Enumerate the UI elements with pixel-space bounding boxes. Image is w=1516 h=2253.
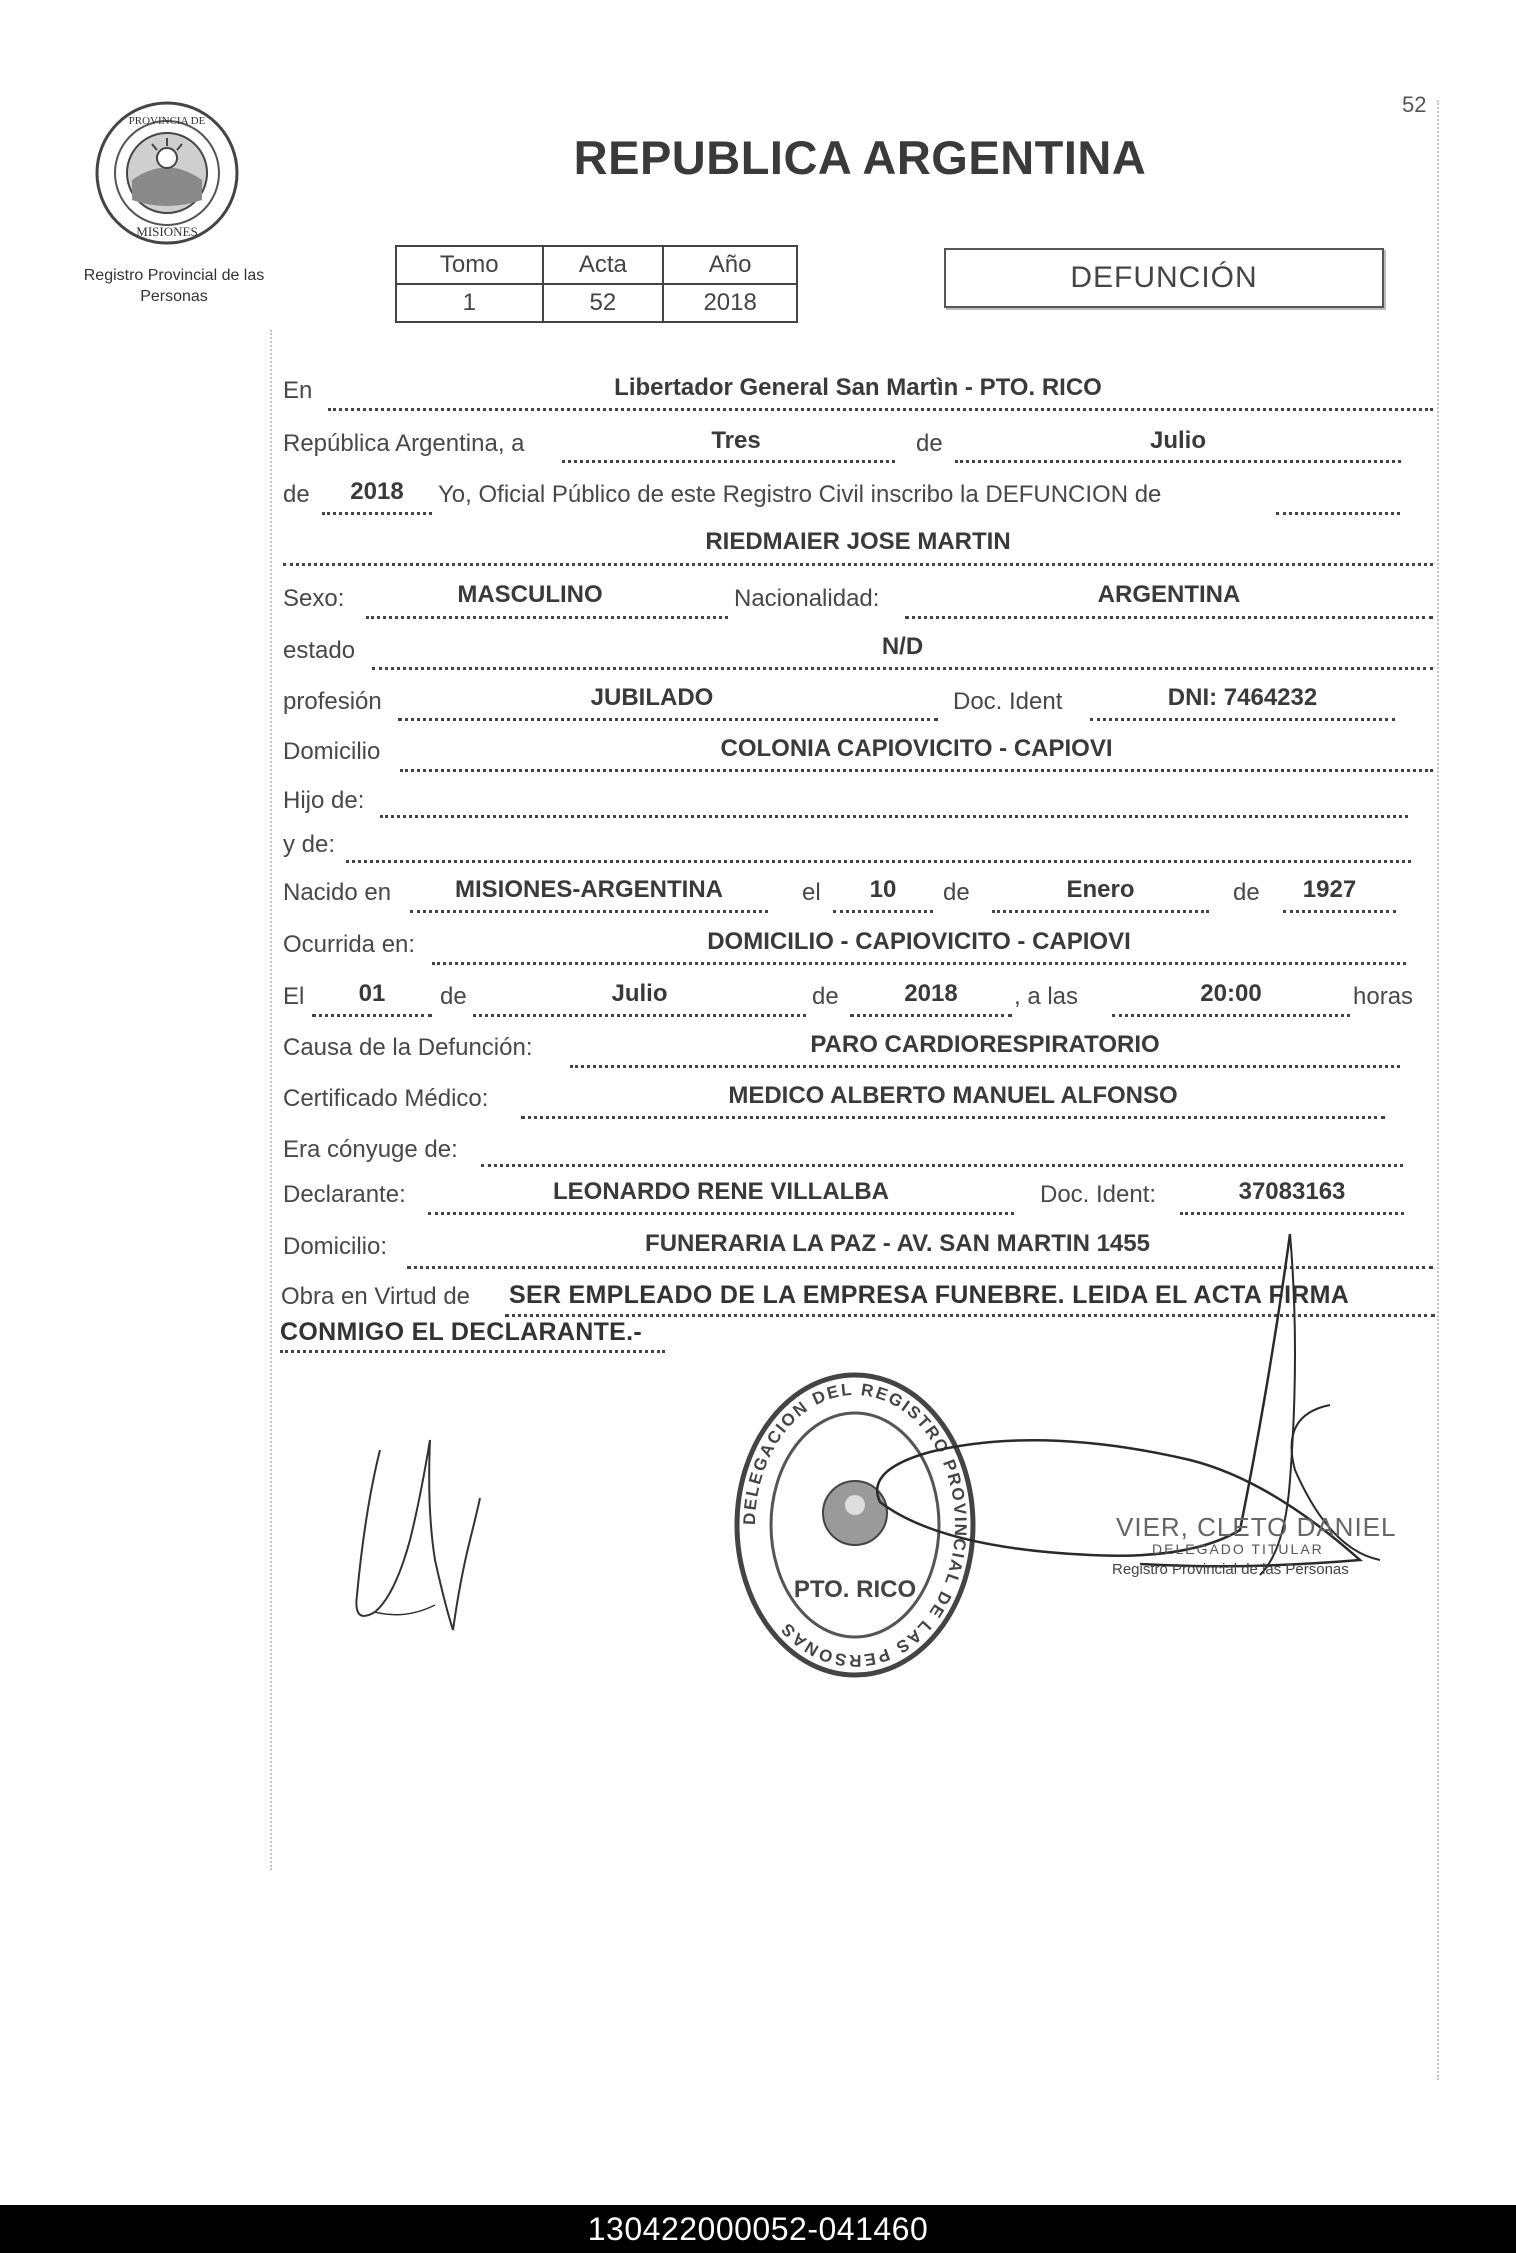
act-reference-table	[395, 245, 798, 323]
doc-line	[1090, 718, 1395, 721]
profesion-line	[398, 718, 938, 721]
scan-guide-line	[270, 330, 272, 1870]
month-line	[955, 460, 1401, 463]
death-de1-label: de	[440, 983, 467, 1010]
declarante-value: LEONARDO RENE VILLALBA	[553, 1178, 889, 1205]
day-value: Tres	[711, 427, 761, 454]
stamp-ring-text: DELEGACION DEL REGISTRO PROVINCIAL DE LAS PERSONAS	[739, 1379, 971, 1671]
declarante-label: Declarante:	[283, 1181, 406, 1208]
declarante-line	[428, 1212, 1014, 1215]
sexo-line	[366, 616, 728, 619]
domicilio-label: Domicilio	[283, 738, 381, 765]
nacionalidad-value: ARGENTINA	[1097, 581, 1241, 608]
birth-month-value: Enero	[1066, 876, 1135, 903]
causa-label: Causa de la Defunción:	[283, 1034, 533, 1061]
statement-text: Yo, Oficial Público de este Registro Civil inscribo la DEFUNCION de	[438, 481, 1162, 508]
ocurrida-value: DOMICILIO - CAPIOVICITO - CAPIOVI	[707, 928, 1131, 955]
tomo-header: Tomo	[396, 246, 543, 284]
certificado-label: Certificado Médico:	[283, 1085, 489, 1112]
officer-name: VIER, CLETO DANIEL	[1116, 1512, 1397, 1542]
obra-label: Obra en Virtud de	[281, 1283, 471, 1310]
estado-line	[372, 667, 1433, 670]
act-type-box: DEFUNCIÓN	[944, 248, 1384, 308]
page-number: 52	[1402, 92, 1427, 117]
provincial-seal-icon	[94, 100, 240, 246]
anio-header: Año	[663, 246, 797, 284]
hijo-line	[380, 815, 1408, 818]
name-line	[283, 563, 1433, 566]
death-year-line	[850, 1014, 1012, 1017]
table-header-row	[396, 246, 797, 284]
decl-domicilio-value: FUNERARIA LA PAZ - AV. SAN MARTIN 1455	[645, 1230, 1150, 1257]
day-line	[562, 460, 895, 463]
nacido-line	[410, 910, 768, 913]
yde-line	[346, 860, 1411, 863]
death-year-value: 2018	[904, 980, 958, 1007]
obra-line2-underline	[280, 1350, 665, 1353]
domicilio-line	[400, 769, 1433, 772]
yde-label: y de:	[283, 831, 336, 858]
el2-label: El	[283, 983, 305, 1010]
deceased-name: RIEDMAIER JOSE MARTIN	[705, 528, 1011, 555]
causa-value: PARO CARDIORESPIRATORIO	[810, 1031, 1160, 1058]
causa-line	[570, 1065, 1400, 1068]
registry-name: Registro Provincial de las Personas	[83, 267, 265, 305]
birth-year-value: 1927	[1302, 876, 1357, 903]
table-value-row	[396, 284, 797, 322]
country-title: REPUBLICA ARGENTINA	[573, 131, 1147, 184]
profesion-value: JUBILADO	[590, 684, 714, 711]
hijo-label: Hijo de:	[283, 787, 365, 814]
certificado-value: MEDICO ALBERTO MANUEL ALFONSO	[728, 1082, 1178, 1109]
conyuge-line	[481, 1164, 1403, 1167]
birth-year-line	[1283, 910, 1396, 913]
death-month-value: Julio	[611, 980, 668, 1007]
horas-label: horas	[1353, 983, 1414, 1010]
year-line	[322, 512, 432, 515]
scan-guide-line	[1437, 100, 1439, 2080]
decl-doc-line	[1180, 1212, 1404, 1215]
officer-registry: Registro Provincial de las Personas	[1112, 1561, 1349, 1578]
de-label: de	[916, 430, 943, 457]
obra-line1: SER EMPLEADO DE LA EMPRESA FUNEBRE. LEIDA EL ACTA FIRMA	[509, 1281, 1350, 1309]
ocurrida-label: Ocurrida en:	[283, 931, 416, 958]
conyuge-label: Era cónyuge de:	[283, 1136, 458, 1163]
nacionalidad-label: Nacionalidad:	[734, 585, 880, 612]
estado-value: N/D	[881, 633, 924, 660]
acta-header: Acta	[543, 246, 664, 284]
nacionalidad-line	[905, 616, 1433, 619]
year-de-label: de	[283, 481, 310, 508]
decl-doc-label: Doc. Ident:	[1040, 1181, 1157, 1208]
sexo-value: MASCULINO	[457, 581, 603, 608]
stamp-city: PTO. RICO	[793, 1576, 917, 1603]
nacido-value: MISIONES-ARGENTINA	[454, 876, 723, 903]
officer-title: DELEGADO TITULAR	[1152, 1541, 1324, 1557]
death-day-value: 01	[358, 980, 386, 1007]
certificado-line	[521, 1116, 1385, 1119]
birth-de2-label: de	[1233, 879, 1260, 906]
alas-label: , a las	[1014, 983, 1079, 1010]
anio-value: 2018	[663, 284, 797, 322]
doc-label: Doc. Ident	[953, 688, 1063, 715]
domicilio-value: COLONIA CAPIOVICITO - CAPIOVI	[720, 735, 1113, 762]
sexo-label: Sexo:	[283, 585, 345, 612]
decl-doc-value: 37083163	[1238, 1178, 1346, 1205]
doc-value: DNI: 7464232	[1167, 684, 1318, 711]
obra-line2: CONMIGO EL DECLARANTE.-	[280, 1318, 642, 1346]
ocurrida-line	[432, 962, 1406, 965]
place-value: Libertador General San Martìn - PTO. RICO	[614, 374, 1102, 401]
barcode-footer: 130422000052-041460	[0, 2205, 1516, 2253]
en-label: En	[283, 377, 313, 404]
tomo-value: 1	[396, 284, 543, 322]
death-month-line	[473, 1014, 806, 1017]
republica-label: República Argentina, a	[283, 430, 525, 457]
death-time-line	[1112, 1014, 1350, 1017]
acta-value: 52	[543, 284, 664, 322]
birth-de1-label: de	[943, 879, 970, 906]
statement-line	[1276, 512, 1400, 515]
seal-top-text: PROVINCIA DE	[128, 115, 206, 127]
decl-domicilio-label: Domicilio:	[283, 1233, 388, 1260]
death-day-line	[312, 1014, 432, 1017]
seal-bottom-text: MISIONES	[136, 224, 198, 239]
year-value: 2018	[350, 478, 404, 505]
nacido-label: Nacido en	[283, 879, 392, 906]
el-label: el	[802, 879, 821, 906]
profesion-label: profesión	[283, 688, 382, 715]
declarant-signature	[335, 1420, 525, 1650]
death-de2-label: de	[812, 983, 839, 1010]
death-time-value: 20:00	[1200, 980, 1262, 1007]
place-line	[328, 408, 1433, 411]
birth-day-line	[833, 910, 933, 913]
birth-month-line	[992, 910, 1209, 913]
estado-label: estado	[283, 637, 356, 664]
birth-day-value: 10	[869, 876, 897, 903]
month-value: Julio	[1149, 427, 1206, 454]
